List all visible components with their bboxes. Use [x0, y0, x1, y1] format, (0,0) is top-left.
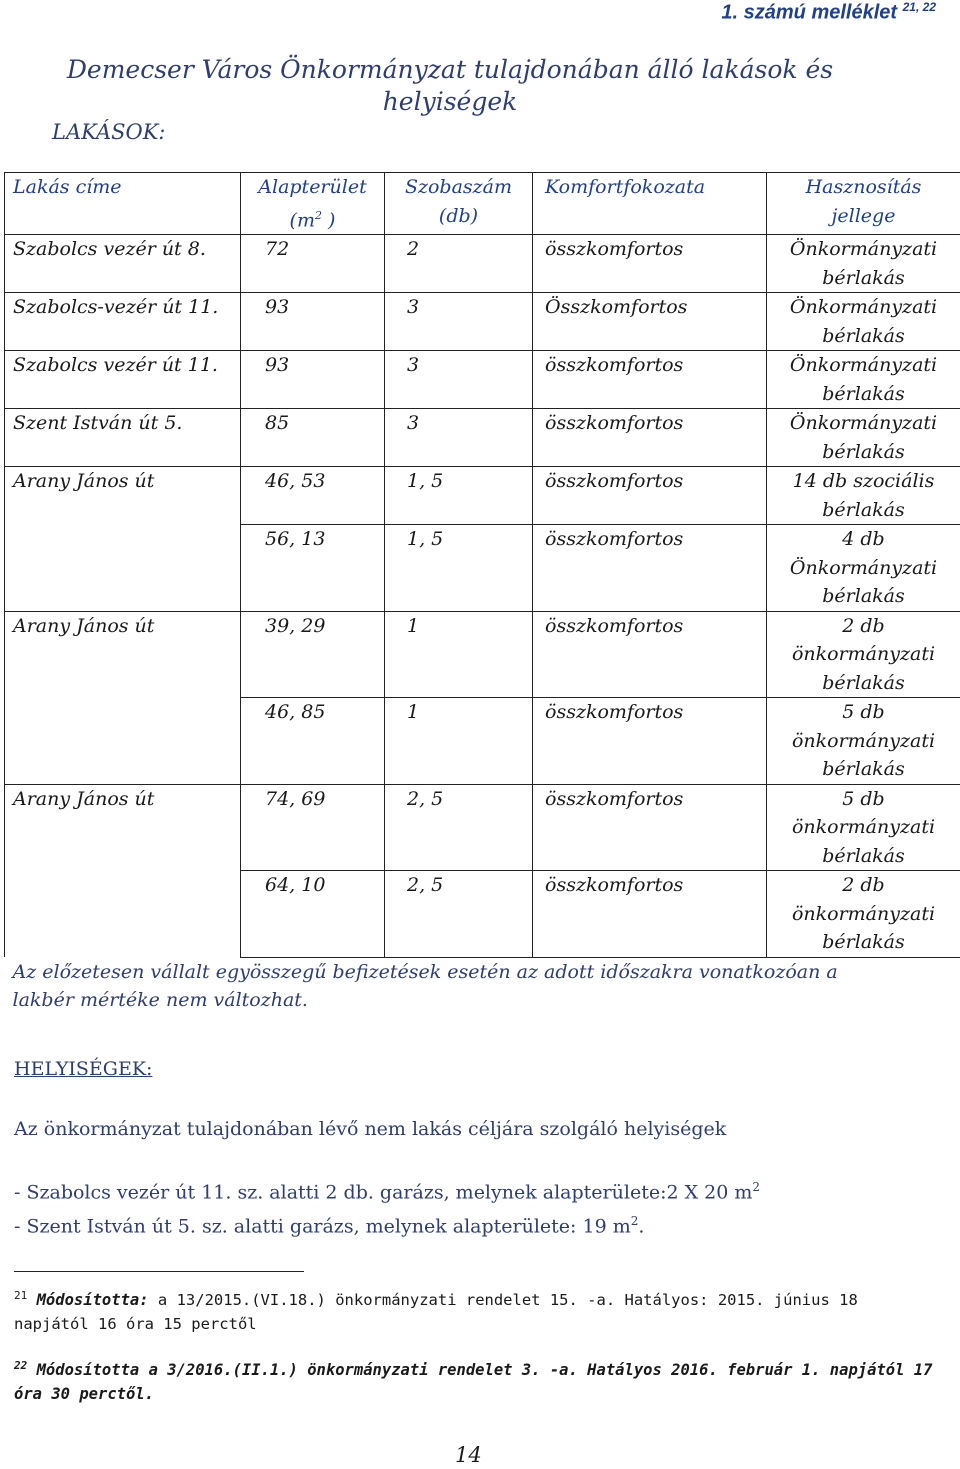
header-area: Alapterület ($m^2$ ) — [241, 173, 385, 235]
table-header-row — [5, 173, 960, 235]
table-row — [5, 784, 960, 871]
footnote-number: 21 — [14, 1289, 28, 1302]
footnote-label: Módosította: — [36, 1291, 149, 1310]
header-address: Lakás címe — [5, 173, 241, 235]
cell-address: Szabolcs-vezér út 11. — [5, 293, 241, 351]
cell-area: 93 — [241, 351, 385, 409]
table-row — [5, 351, 960, 409]
table-note: Az előzetesen vállalt egyösszegű befizetések esetén az adott időszakra vonatkozóan a lakbér mértéke nem változhat. — [12, 960, 838, 1012]
list-item: - Szabolcs vezér út 11. sz. alatti 2 db. garázs, melynek alapterülete:2 X 20 $m^2$ — [14, 1180, 761, 1204]
annex-reference-text: 1. számú melléklet — [721, 1, 898, 24]
cell-comfort: Összkomfortos — [533, 293, 767, 351]
section-label-helyisegek: HELYISÉGEK: — [14, 1058, 153, 1080]
cell-comfort: összkomfortos — [533, 871, 767, 958]
footnote-divider — [14, 1271, 304, 1272]
table-row — [5, 467, 960, 525]
table-row — [5, 293, 960, 351]
document-title-line-1: Demecser Város Önkormányzat tulajdonában álló lakások és — [66, 55, 834, 84]
footnote-text: a 13/2015.(VI.18.) önkormányzati rendelet 15. -a. Hatályos: 2015. június 18 napjától 16 óra 15 perctől — [14, 1291, 858, 1334]
cell-rooms: 2, 5 — [385, 784, 533, 871]
cell-comfort: összkomfortos — [533, 409, 767, 467]
cell-comfort: összkomfortos — [533, 698, 767, 785]
annex-reference — [721, 0, 936, 25]
cell-comfort: összkomfortos — [533, 235, 767, 293]
table-row — [5, 409, 960, 467]
cell-rooms: 3 — [385, 351, 533, 409]
cell-address: Arany János út — [5, 467, 241, 612]
header-rooms: Szobaszám (db) — [385, 173, 533, 235]
footnote-22 — [14, 1354, 934, 1406]
footnote-number: 22 — [14, 1359, 28, 1372]
cell-use: Önkormányzati bérlakás — [767, 351, 960, 409]
cell-comfort: összkomfortos — [533, 525, 767, 612]
helyisegek-list — [14, 1173, 760, 1242]
cell-use: 5 db önkormányzati bérlakás — [767, 698, 960, 785]
footnote-21 — [14, 1284, 934, 1336]
cell-address: Arany János út — [5, 611, 241, 784]
cell-rooms: 3 — [385, 409, 533, 467]
section-label-lakasok: LAKÁSOK: — [52, 120, 166, 144]
cell-use: 5 db önkormányzati bérlakás — [767, 784, 960, 871]
cell-address: Szabolcs vezér út 11. — [5, 351, 241, 409]
cell-use: 4 db Önkormányzati bérlakás — [767, 525, 960, 612]
cell-use: Önkormányzati bérlakás — [767, 409, 960, 467]
list-item: - Szent István út 5. sz. alatti garázs, melynek alapterülete: 19 $m^2$. — [14, 1214, 645, 1238]
cell-area: 46, 85 — [241, 698, 385, 785]
cell-rooms: 1, 5 — [385, 467, 533, 525]
cell-address: Szabolcs vezér út 8. — [5, 235, 241, 293]
cell-area: 56, 13 — [241, 525, 385, 612]
cell-address: Arany János út — [5, 784, 241, 957]
apartments-table — [4, 172, 960, 1017]
cell-use: 14 db szociális bérlakás — [767, 467, 960, 525]
cell-rooms: 2 — [385, 235, 533, 293]
cell-use: Önkormányzati bérlakás — [767, 235, 960, 293]
helyisegek-intro: Az önkormányzat tulajdonában lévő nem lakás céljára szolgáló helyiségek — [14, 1118, 727, 1140]
cell-rooms: 1 — [385, 611, 533, 698]
cell-comfort: összkomfortos — [533, 784, 767, 871]
table-note-row — [5, 957, 960, 1017]
cell-area: 64, 10 — [241, 871, 385, 958]
cell-use: 2 db önkormányzati bérlakás — [767, 871, 960, 958]
cell-comfort: összkomfortos — [533, 351, 767, 409]
annex-reference-footnote-marks[interactable]: 21, 22 — [902, 0, 936, 14]
document-title — [60, 54, 840, 118]
cell-area: 72 — [241, 235, 385, 293]
table-row — [5, 611, 960, 698]
cell-comfort: összkomfortos — [533, 611, 767, 698]
footnote-text: Módosította a 3/2016.(II.1.) önkormányzati rendelet 3. -a. Hatályos 2016. február 1. napjától 17 óra 30 perctől. — [14, 1361, 933, 1404]
cell-rooms: 2, 5 — [385, 871, 533, 958]
cell-area: 39, 29 — [241, 611, 385, 698]
header-use: Hasznosítás jellege — [767, 173, 960, 235]
document-title-line-2: helyiségek — [382, 87, 518, 116]
page-number: 14 — [455, 1443, 482, 1467]
cell-use: 2 db önkormányzati bérlakás — [767, 611, 960, 698]
cell-rooms: 1 — [385, 698, 533, 785]
cell-rooms: 1, 5 — [385, 525, 533, 612]
cell-area: 74, 69 — [241, 784, 385, 871]
cell-area: 85 — [241, 409, 385, 467]
cell-area: 93 — [241, 293, 385, 351]
cell-comfort: összkomfortos — [533, 467, 767, 525]
header-comfort: Komfortfokozata — [533, 173, 767, 235]
cell-rooms: 3 — [385, 293, 533, 351]
cell-use: Önkormányzati bérlakás — [767, 293, 960, 351]
table-row — [5, 235, 960, 293]
cell-area: 46, 53 — [241, 467, 385, 525]
cell-address: Szent István út 5. — [5, 409, 241, 467]
